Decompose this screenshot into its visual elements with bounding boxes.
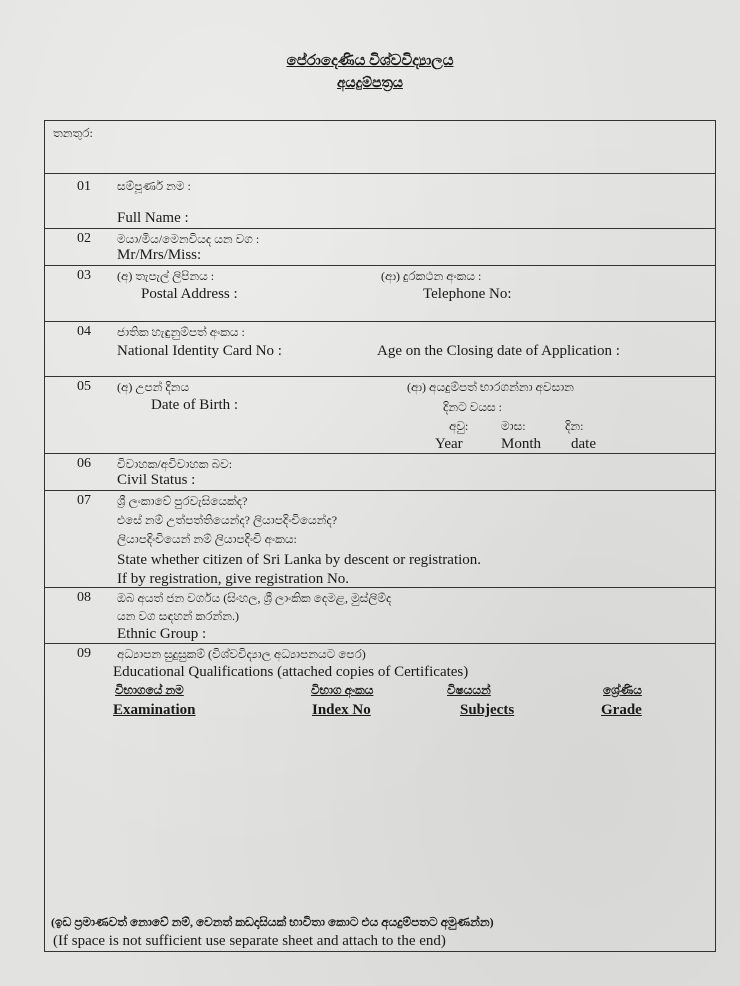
application-form (44, 120, 716, 952)
field-number: 04 (77, 324, 91, 339)
postal-address-field[interactable] (141, 304, 371, 320)
year-label-si: අවු: (449, 419, 469, 433)
full-name-label: Full Name : (117, 210, 189, 226)
field-number: 07 (77, 493, 91, 508)
citizenship-label-si-2: එසේ නම් උත්පත්තියෙන්ද? ලියාපදිංචියෙන්ද? (117, 513, 338, 527)
column-subjects-si: විෂයයන් (447, 683, 491, 697)
civil-status-label: Civil Status : (117, 472, 196, 488)
qualifications-label: Educational Qualifications (attached copies of Certificates) (113, 664, 469, 680)
age-label-si: (ආ) අයදුම්පත් භාරගන්නා අවසාන (407, 380, 574, 394)
registration-label-si: ලියාපදිංචියෙන් නම් ලියාපදිංචි අංකය: (117, 532, 297, 546)
field-number: 03 (77, 268, 91, 283)
post-label: තනතුර: (53, 126, 93, 140)
field-05 (45, 376, 715, 454)
ethnic-group-label-si: ඔබ අයත් ජන වර්ගය (සිංහල, ශ්‍රී ලාංකික දෙමළ, මුස්ලිම්ද (117, 591, 392, 605)
field-06 (45, 453, 715, 490)
column-grade: Grade (601, 702, 642, 718)
title-label-si: මයා/මිය/මෙනවියද යන වග : (117, 232, 260, 246)
qualifications-entry-area[interactable] (113, 726, 703, 906)
citizenship-label: State whether citizen of Sri Lanka by descent or registration. (117, 552, 482, 568)
civil-status-field[interactable] (215, 470, 705, 488)
telephone-label: Telephone No: (423, 286, 512, 302)
field-07 (45, 490, 715, 588)
form-title: අයදුම්පත්‍රය (337, 76, 403, 91)
title-field[interactable] (225, 245, 705, 265)
title-label: Mr/Mrs/Miss: (117, 247, 202, 263)
field-number: 09 (77, 646, 91, 661)
year-label: Year (435, 436, 463, 452)
column-examination: Examination (113, 702, 196, 718)
field-01 (45, 173, 715, 228)
nic-label: National Identity Card No : (117, 343, 282, 359)
registration-label: If by registration, give registration No. (117, 571, 350, 587)
civil-status-label-si: විවාහක/අවිවාහක බව: (117, 457, 233, 471)
day-label-si: දින: (565, 419, 584, 433)
ethnic-group-label-si-2: යන වග සඳහන් කරන්න.) (117, 609, 239, 623)
dob-field[interactable] (151, 415, 371, 451)
telephone-label-si: (ආ) දුරකථන අංකය : (381, 269, 482, 283)
post-field[interactable] (125, 125, 705, 169)
nic-label-si: ජාතික හැඳුනුම්පත් අංකය : (117, 325, 245, 339)
field-number: 01 (77, 179, 91, 194)
month-label-si: මාස: (501, 419, 526, 433)
column-index-no: Index No (312, 702, 371, 718)
age-label-si-2: දිනට වයස : (443, 400, 502, 414)
column-examination-si: විභාගයේ නම (115, 683, 184, 697)
field-number: 05 (77, 379, 91, 394)
column-subjects: Subjects (460, 702, 515, 718)
qualifications-label-si: අධ්‍යාපන සුදුසුකම් (විශ්වවිද්‍යාල අධ්‍යාපනයට පෙර) (117, 647, 366, 661)
ethnic-group-field[interactable] (225, 624, 705, 642)
citizenship-label-si: ශ්‍රී ලංකාවේ පුරවැසියෙක්ද? (117, 494, 248, 508)
postal-address-label-si: (අ) තැපැල් ලිපිනය : (117, 269, 215, 283)
field-number: 08 (77, 590, 91, 605)
full-name-field[interactable] (205, 200, 705, 224)
ethnic-group-label: Ethnic Group : (117, 626, 207, 642)
postal-address-label: Postal Address : (141, 286, 238, 302)
field-number: 06 (77, 456, 91, 471)
column-grade-si: ශ්‍රේණිය (603, 683, 642, 697)
dob-label: Date of Birth : (151, 397, 239, 413)
telephone-field[interactable] (423, 304, 703, 320)
day-label: date (571, 436, 596, 452)
full-name-label-si: සම්පූර්ණ නම : (117, 179, 191, 193)
nic-field[interactable] (117, 360, 367, 376)
field-04 (45, 321, 715, 377)
field-02 (45, 228, 715, 265)
column-index-no-si: විභාග අංකය (311, 683, 374, 697)
footer-note-si: (ඉඩ ප්‍රමාණවත් නොවේ නම්, වෙනත් කඩදාසියක් භාවිතා කොට එය අයදුම්පතට අමුණන්න) (51, 915, 494, 929)
closing-age-label: Age on the Closing date of Application : (377, 343, 620, 359)
month-label: Month (501, 436, 542, 452)
field-08 (45, 587, 715, 643)
registration-field[interactable] (375, 571, 705, 587)
dob-label-si: (අ) උපන් දිනය (117, 380, 190, 394)
field-03 (45, 265, 715, 322)
university-name: පේරාදෙණිය විශ්වවිද්‍යාලය (286, 53, 454, 69)
footer-note: (If space is not sufficient use separate sheet and attach to the end) (53, 933, 446, 949)
field-number: 02 (77, 231, 91, 246)
field-09 (45, 643, 715, 951)
